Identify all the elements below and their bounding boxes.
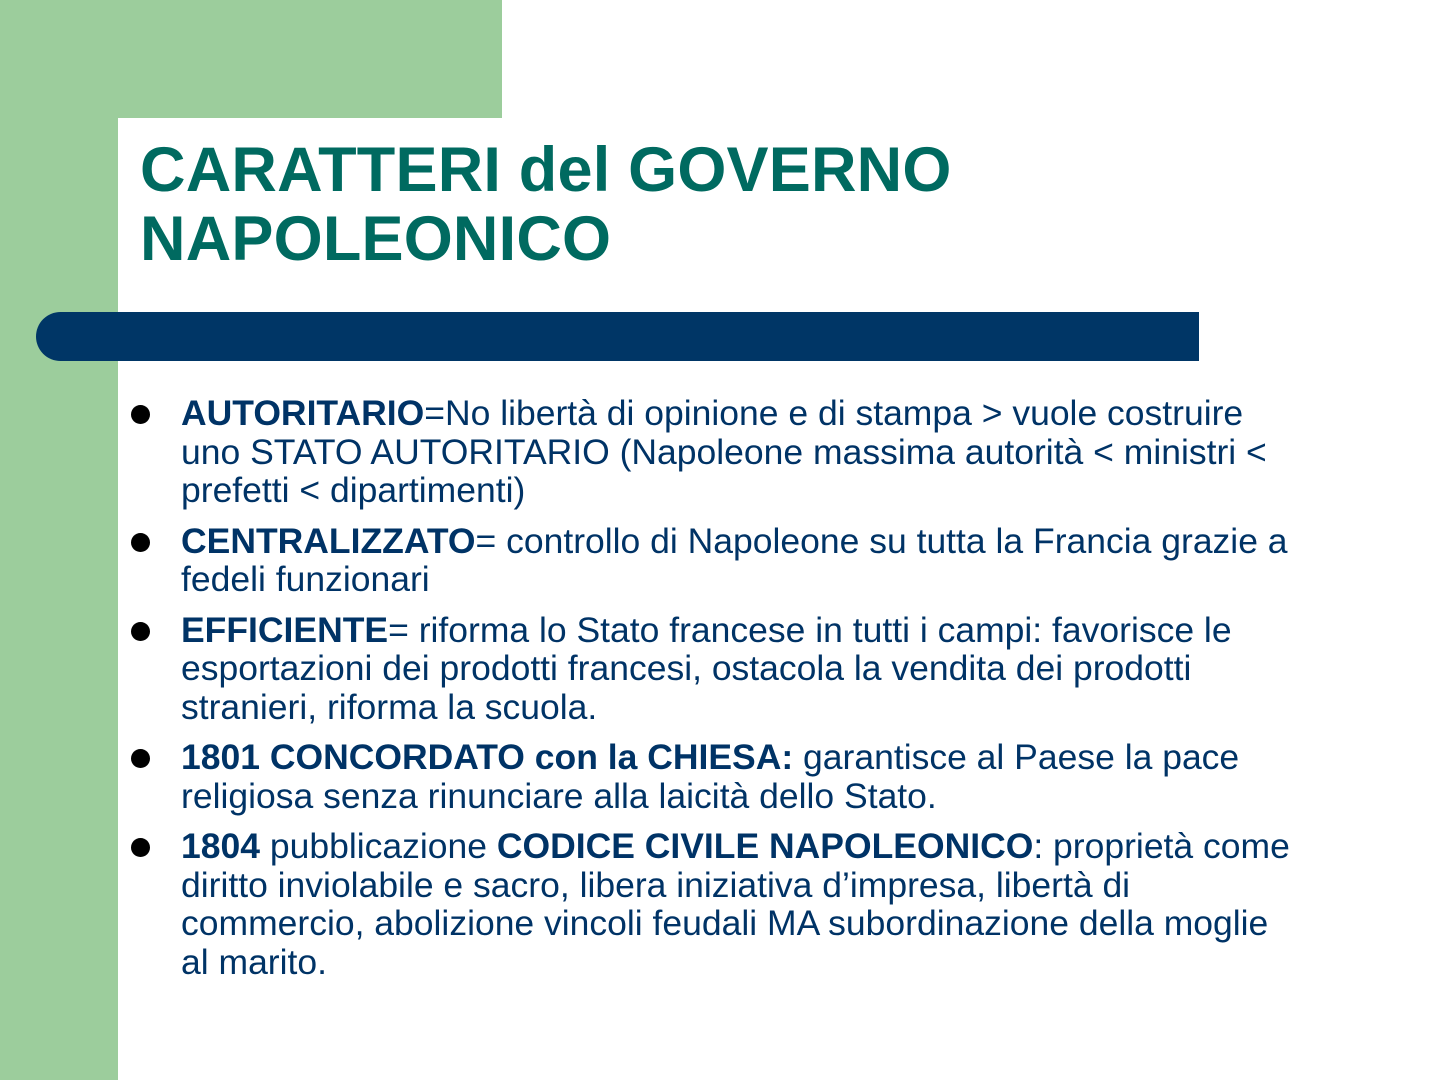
bullet-text-secondary: : proprietà come diritto inviolabile e sacro, libera iniziativa d’impresa, libertà di commercio, abolizione vincoli feudali MA subordinazione della moglie al marito. [181,826,1290,982]
slide-title-line2: NAPOLEONICO [140,204,612,274]
bullet-item-concordato [130,738,1300,815]
bullet-dot-icon [131,405,150,424]
bullet-text: pubblicazione [259,826,497,866]
bullet-keyword: AUTORITARIO [181,393,425,433]
bullet-dot-icon [131,749,150,768]
bullet-list [130,394,1300,993]
bullet-dot-icon [131,838,150,857]
title-divider-bar [36,312,1199,361]
green-accent-top [0,0,502,118]
bullet-text: = riforma lo Stato francese in tutti i campi: favorisce le esportazioni dei prodotti francesi, ostacola la vendita dei prodotti stranieri, riforma la scuola. [181,609,1232,727]
bullet-dot-icon [131,622,150,641]
bullet-keyword: EFFICIENTE [181,609,389,650]
bullet-keyword: 1804 [181,826,260,866]
bullet-keyword: 1801 CONCORDATO con la CHIESA: [181,737,794,777]
bullet-item-centralizzato [130,522,1300,599]
bullet-text: =No libertà di opinione e di stampa > vuole costruire uno STATO AUTORITARIO (Napoleone massima autorità < ministri < prefetti < dipartimenti) [181,393,1267,510]
slide-title [140,136,952,274]
bullet-text: = controllo di Napoleone su tutta la Francia grazie a fedeli funzionari [181,520,1288,599]
bullet-keyword: CENTRALIZZATO [181,520,476,561]
green-accent-left [0,0,118,1080]
slide-title-line1: CARATTERI del GOVERNO [140,135,952,205]
bullet-dot-icon [131,533,150,552]
bullet-text: garantisce al Paese la pace religiosa senza rinunciare alla laicità dello Stato. [181,737,1240,816]
bullet-keyword-secondary: CODICE CIVILE NAPOLEONICO [496,826,1034,866]
bullet-item-autoritario [130,394,1300,510]
bullet-item-efficiente [130,611,1300,727]
bullet-item-codice-civile [130,827,1300,981]
